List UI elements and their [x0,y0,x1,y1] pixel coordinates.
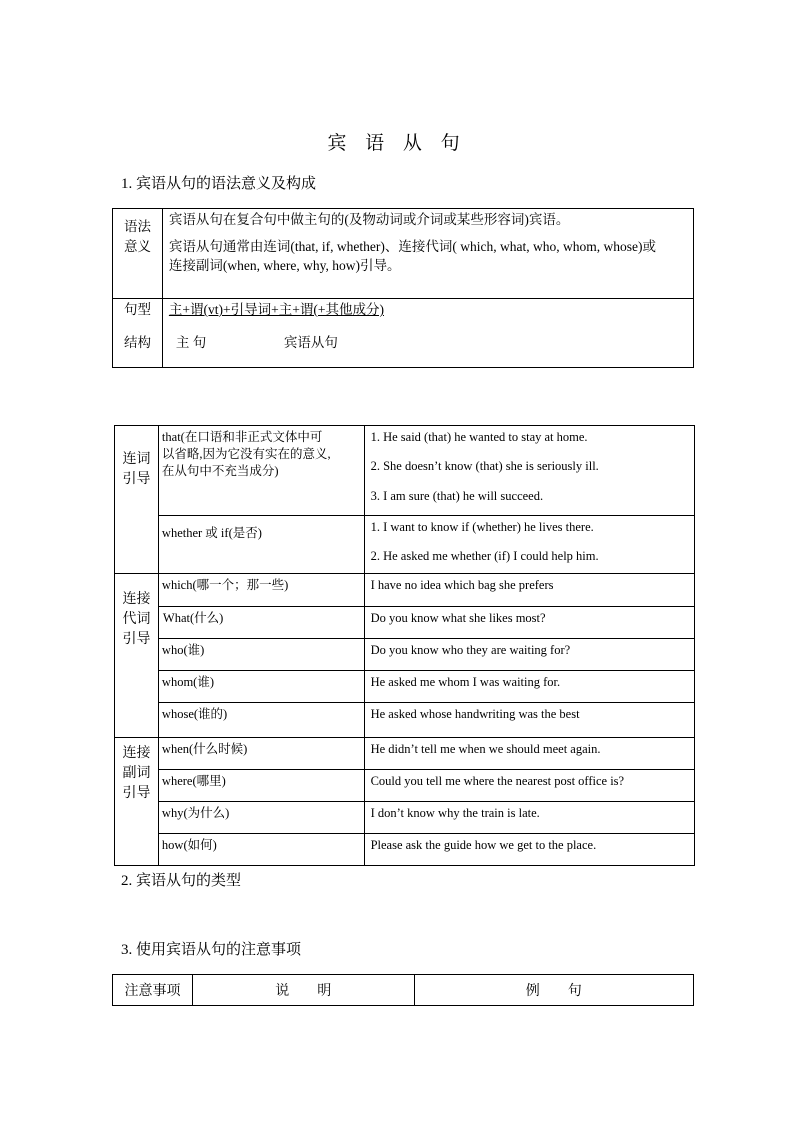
word-cell [158,426,364,516]
section1-heading: 1. 宾语从句的语法意义及构成 [121,176,317,192]
section3-heading: 3. 使用宾语从句的注意事项 [121,942,302,958]
word-line: when(什么时候) [161,742,248,756]
example-sentence: 2. She doesn’t know (that) she is seriously ill. [370,459,599,473]
example-cell [364,516,694,574]
example-cell [364,770,694,802]
category-line: 代词 [122,612,151,627]
word-line: where(哪里) [161,774,226,788]
word-cell [158,607,364,639]
header-notes: 注意事项 [113,975,193,1006]
table-row [115,607,695,639]
word-cell [158,802,364,834]
table-row [115,574,695,607]
structure-label [113,299,163,368]
word-cell [158,770,364,802]
word-line: why(为什么) [161,806,230,820]
category-line: 连词 [122,452,151,467]
meaning-row [113,209,694,299]
word-cell [158,639,364,671]
table-row [115,738,695,770]
example-sentence: Do you know who they are waiting for? [370,643,571,657]
main-clause-label: 主 句 [175,335,207,350]
example-cell [364,574,694,607]
word-line: whether 或 if(是否) [161,526,262,540]
meaning-content [162,209,693,299]
example-sentence: Could you tell me where the nearest post office is? [370,774,625,788]
word-line: whom(谁) [161,675,214,689]
structure-formula: 主+谓(vt)+引导词+主+谓(+其他成分) [168,302,384,317]
word-cell [158,516,364,574]
example-sentence: Do you know what she likes most? [370,611,546,625]
example-sentence: 1. He said (that) he wanted to stay at home. [370,430,588,444]
example-cell [364,703,694,738]
section2-heading: 2. 宾语从句的类型 [121,873,242,889]
table-row [115,770,695,802]
table-row [115,639,695,671]
table-row [115,426,695,516]
example-sentence: I have no idea which bag she prefers [370,578,554,592]
label-line: 语法 [123,219,151,234]
label-line: 结构 [123,335,151,350]
table-row [115,516,695,574]
example-sentence: 1. I want to know if (whether) he lives there. [370,520,594,534]
table-row [115,671,695,703]
word-cell [158,738,364,770]
word-line: which(哪一个；那一些) [161,578,289,592]
word-line: that(在口语和非正式文体中可 [161,430,323,444]
structure-row [113,299,694,368]
word-line: 在从句中不充当成分) [161,464,279,478]
word-line: how(如何) [161,838,217,852]
header-explanation: 说 明 [192,975,414,1006]
example-cell [364,802,694,834]
word-cell [158,834,364,866]
table-row [115,834,695,866]
table-row [115,802,695,834]
category-conjunction [115,426,159,574]
word-line: 以省略,因为它没有实在的意义, [161,447,331,461]
word-cell [158,671,364,703]
category-adverb [115,738,159,866]
word-line: whose(谁的) [161,707,228,721]
category-line: 引导 [122,472,151,487]
example-cell [364,426,694,516]
page-title: 宾 语 从 句 [327,133,467,154]
example-cell [364,834,694,866]
example-cell [364,607,694,639]
label-line: 句型 [123,302,151,317]
category-line: 连接 [122,746,151,761]
header-example: 例 句 [414,975,693,1006]
example-sentence: He didn’t tell me when we should meet again. [370,742,601,756]
example-sentence: He asked whose handwriting was the best [370,707,580,721]
example-cell [364,738,694,770]
example-sentence: 3. I am sure (that) he will succeed. [370,489,544,503]
meaning-text: 连接副词(when, where, why, how)引导。 [168,258,401,273]
category-line: 引导 [122,786,151,801]
meaning-text: 宾语从句通常由连词(that, if, whether)、连接代词( which, what, who, whom, whose)或 [168,239,656,254]
table-row [115,703,695,738]
table-header-row [113,975,694,1006]
example-sentence: He asked me whom I was waiting for. [370,675,561,689]
category-pronoun [115,574,159,738]
example-sentence: Please ask the guide how we get to the place. [370,838,597,852]
word-cell [158,703,364,738]
connectives-table [114,425,695,866]
structure-content [162,299,693,368]
example-sentence: I don’t know why the train is late. [370,806,540,820]
example-cell [364,671,694,703]
meaning-label [113,209,163,299]
word-line: What(什么) [162,611,224,625]
word-line: who(谁) [161,643,205,657]
meaning-text: 宾语从句在复合句中做主句的(及物动词或介词或某些形容词)宾语。 [168,212,570,227]
category-line: 副词 [122,766,151,781]
category-line: 引导 [122,632,151,647]
notes-table [112,974,694,1006]
object-clause-label: 宾语从句 [283,335,338,350]
example-cell [364,639,694,671]
grammar-meaning-table [112,208,694,368]
example-sentence: 2. He asked me whether (if) I could help him. [370,549,599,563]
label-line: 意义 [123,239,151,254]
category-line: 连接 [122,592,151,607]
word-cell [158,574,364,607]
